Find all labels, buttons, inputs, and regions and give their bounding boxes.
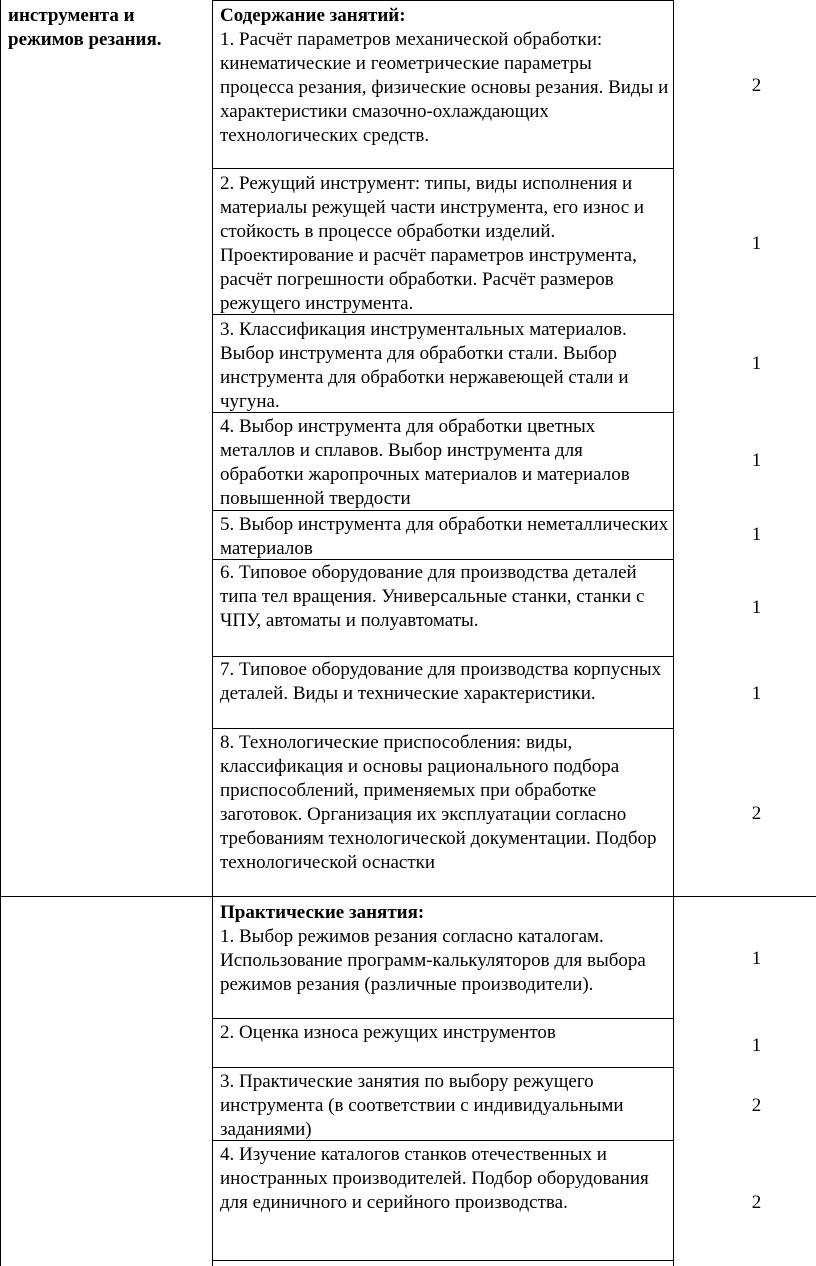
row-line [212, 168, 674, 169]
practice-heading: Практические занятия: [220, 902, 425, 923]
practice-item: 1. Выбор режимов резания согласно каталогам. Использование программ-калькуляторов для выбора режимов резания (различные производители). [220, 926, 646, 995]
practice-item-hours: 1 [751, 948, 762, 969]
col-left-border [0, 0, 1, 1266]
col2-divider [673, 0, 674, 1266]
lecture-item-hours: 1 [751, 683, 762, 704]
lecture-item-hours: 2 [751, 803, 762, 824]
col1-divider-bottom [212, 897, 213, 1266]
practice-item: 4. Изучение каталогов станков отечественных и иностранных производителей. Подбор оборудования для единичного и серийного производства. [220, 1144, 649, 1213]
section-divider [0, 896, 816, 897]
row-line [212, 656, 674, 657]
practice-item-hours: 2 [751, 1192, 762, 1213]
lecture-item: 7. Типовое оборудование для производства корпусных деталей. Виды и технические характеристики. [220, 659, 662, 704]
row-line [212, 0, 674, 1]
lecture-item: 5. Выбор инструмента для обработки неметаллических материалов [220, 514, 669, 559]
lecture-item-hours: 1 [751, 597, 762, 618]
row-line [212, 1018, 674, 1019]
lecture-item: 4. Выбор инструмента для обработки цветных металлов и сплавов. Выбор инструмента для обработки жаропрочных материалов и материалов повышенной твердости [220, 416, 630, 509]
lecture-item: 1. Расчёт параметров механической обработки: кинематические и геометрические параметры процесса резания, физические основы резания. Виды и характеристики смазочно-охлаждающих технологических средств. [220, 29, 669, 146]
lecture-item: 3. Классификация инструментальных материалов. Выбор инструмента для обработки стали. Выбор инструмента для обработки нержавеющей стали и чугуна. [220, 319, 629, 412]
lecture-item-hours: 1 [751, 524, 762, 545]
section-title: инструмента и режимов резания. [8, 5, 162, 50]
lecture-item: 2. Режущий инструмент: типы, виды исполнения и материалы режущей части инструмента, его износ и стойкость в процессе обработки изделий. Проектирование и расчёт параметров инструмента, расчёт погрешности обработки. Расчёт размеров режущего инструмента. [220, 173, 645, 314]
row-line [212, 1067, 674, 1068]
lecture-item-hours: 1 [751, 353, 762, 374]
lecture-item-hours: 1 [751, 233, 762, 254]
practice-item: 2. Оценка износа режущих инструментов [220, 1022, 556, 1043]
lecture-item: 6. Типовое оборудование для производства деталей типа тел вращения. Универсальные станки, станки с ЧПУ, автоматы и полуавтоматы. [220, 562, 645, 631]
practice-item: 3. Практические занятия по выбору режущего инструмента (в соответствии с индивидуальными заданиями) [220, 1071, 624, 1140]
lecture-item-hours: 1 [751, 450, 762, 471]
lecture-item-hours: 2 [751, 75, 762, 96]
practice-item-hours: 1 [751, 1035, 762, 1056]
practice-item-hours: 2 [751, 1095, 762, 1116]
row-line [212, 728, 674, 729]
row-line [212, 1260, 674, 1261]
col1-divider-top [212, 0, 213, 896]
lecture-heading: Содержание занятий: [220, 5, 406, 26]
lecture-item: 8. Технологические приспособления: виды, классификация и основы рационального подбора приспособлений, применяемых при обработке заготовок. Организация их эксплуатации согласно требованиям технологической документации. Подбор технологической оснастки [220, 732, 657, 873]
